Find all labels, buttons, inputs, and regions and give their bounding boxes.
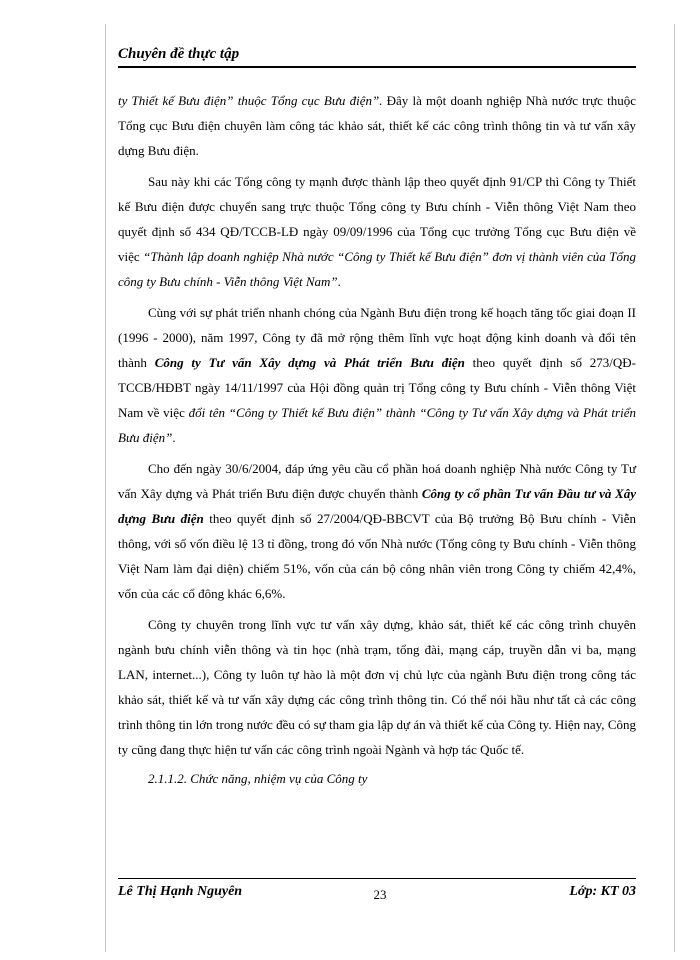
- header-title: Chuyên đề thực tập: [118, 46, 240, 62]
- p3-bold-italic: Công ty Tư vấn Xây dựng và Phát triển Bưu điện: [154, 355, 465, 370]
- paragraph-4: [118, 456, 636, 606]
- footer-class-label: Lớp: KT 03: [569, 884, 636, 899]
- paragraph-3: [118, 300, 636, 450]
- p2-end: .: [337, 274, 341, 289]
- section-heading: 2.1.1.2. Chức năng, nhiệm vụ của Công ty: [148, 771, 368, 786]
- body-text: [118, 88, 636, 791]
- p4-bold-italic: Công ty cổ phần Tư vấn Đầu tư và Xây dựng Bưu điện: [118, 486, 636, 526]
- p3-end: .: [172, 430, 176, 445]
- p2-italic: “Thành lập doanh nghiệp Nhà nước “Công ty Thiết kế Bưu điện” đơn vị thành viên của Tổng công ty Bưu chính - Viễn thông Việt Nam”: [118, 249, 637, 289]
- page-number: 23: [373, 887, 387, 902]
- footer-author: Lê Thị Hạnh Nguyên: [118, 884, 243, 899]
- p3-text1: Cùng với sự phát triển nhanh chóng của Ngành Bưu điện trong kế hoạch tăng tốc giai đoạn II (1996 - 2000), năm 1997, Công ty đã mở rộng thêm lĩnh vực hoạt động kinh doanh và đổi tên thành: [118, 305, 636, 370]
- paragraph-2: [118, 169, 636, 294]
- paragraph-1: [118, 88, 636, 163]
- p1-text: Đây là một doanh nghiệp Nhà nước trực thuộc Tổng cục Bưu điện chuyên làm công tác khảo sát, thiết kế các công trình thông tin và tư vấn xây dựng Bưu điện.: [118, 93, 636, 158]
- p4-text1: Cho đến ngày 30/6/2004, đáp ứng yêu cầu cổ phần hoá doanh nghiệp Nhà nước Công ty Tư vấn Xây dựng và Phát triển Bưu điện được chuyển thành: [118, 461, 636, 501]
- p5-text: Công ty chuyên trong lĩnh vực tư vấn xây dựng, khảo sát, thiết kế các công trình chuyên ngành bưu chính viễn thông và tin học (nhà trạm, tổng đài, mạng cáp, truyền dẫn vi ba, mạng LAN, internet...), Công ty luôn tự hào là một đơn vị chủ lực của ngành Bưu điện trong công tác khảo sát, thiết kế và tư vấn xây dựng các công trình thông tin. Có thể nói hầu như tất cả các công trình thông tin lớn trong nước đều có sự tham gia lập dự án và thiết kế của Công ty. Hiện nay, Công ty cũng đang thực hiện tư vấn các công trình ngoài Ngành và hợp tác Quốc tế.: [118, 617, 636, 757]
- p2-text: Sau này khi các Tổng công ty mạnh được thành lập theo quyết định 91/CP thì Công ty Thiết kế Bưu điện được chuyển sang trực thuộc Tổng công ty Bưu chính - Viễn thông Việt Nam theo quyết định số 434 QĐ/TCCB-LĐ ngày 09/09/1996 của Tổng cục trưởng Tổng cục Bưu điện về việc: [118, 174, 636, 264]
- p1-italic-lead: ty Thiết kế Bưu điện” thuộc Tổng cục Bưu điện”.: [118, 93, 383, 108]
- p3-italic: đổi tên “Công ty Thiết kế Bưu điện” thành “Công ty Tư vấn Xây dựng và Phát triển Bưu điện”: [118, 405, 636, 445]
- p3-text2: theo quyết định số 273/QĐ-TCCB/HĐBT ngày 14/11/1997 của Hội đồng quản trị Tổng công ty Bưu chính - Viễn thông Việt Nam về việc: [118, 355, 636, 420]
- footer-rule: [118, 878, 636, 879]
- p4-text2: theo quyết định số 27/2004/QĐ-BBCVT của Bộ trưởng Bộ Bưu chính - Viễn thông, với số vốn điều lệ 13 tỉ đồng, trong đó vốn Nhà nước (Tổng công ty Bưu chính - Viễn thông Việt Nam làm đại diện) chiếm 51%, vốn của cán bộ công nhân viên trong Công ty chiếm 42,4%, vốn của các cổ đông khác 6,6%.: [118, 511, 637, 601]
- paragraph-5: [118, 612, 636, 762]
- header-rule: [118, 66, 636, 68]
